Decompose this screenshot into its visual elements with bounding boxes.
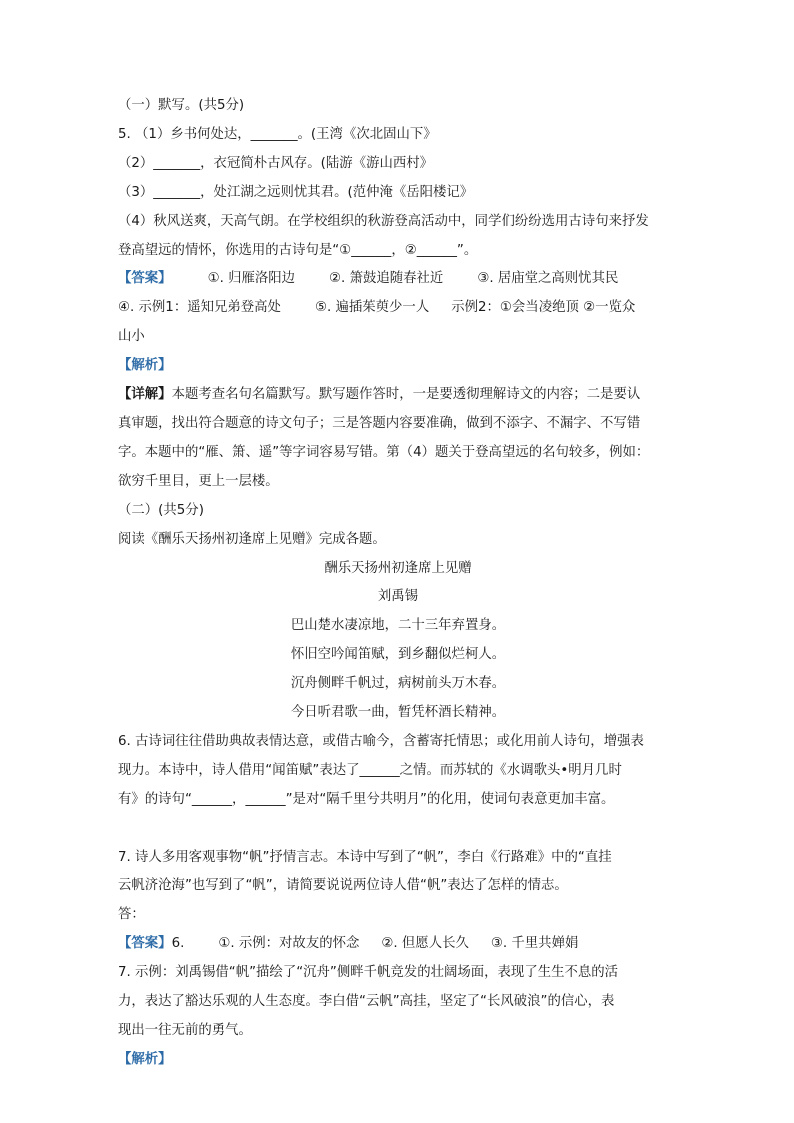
question-6-line-2: 现力。本诗中，诗人借用“闻笛赋”表达了______之情。而苏轼的《水调歌头•明月几时 bbox=[118, 762, 622, 778]
question-7-line-1: 7. 诗人多用客观事物“帆”抒情言志。本诗中写到了“帆”，李白《行路难》中的“直挂 bbox=[118, 849, 612, 865]
analysis-label: 【解析】 bbox=[118, 358, 172, 374]
poem-title: 酬乐天扬州初逢席上见赠 bbox=[324, 560, 472, 576]
answer-6-line bbox=[118, 930, 678, 959]
question-6-line-1: 6. 古诗词往往借助典故表情达意，或借古喻今，含蓄寄托情思；或化用前人诗句，增强表 bbox=[118, 733, 644, 749]
answer-5-line-3: 山小 bbox=[118, 329, 145, 345]
detail-line-3: 字。本题中的“雁、箫、遥”等字词容易写错。第（4）题关于登高望远的名句较多，例如： bbox=[118, 444, 650, 460]
answer-label: 【答案】 bbox=[118, 936, 172, 952]
analysis-label: 【解析】 bbox=[118, 1051, 172, 1067]
question-5-1: 5. （1）乡书何处达，_______。(王湾《次北固山下》 bbox=[118, 126, 437, 142]
answer-5-item-3: ③. 居庙堂之高则忧其民 bbox=[477, 271, 619, 287]
question-7-line-2: 云帆济沧海”也写到了“帆”，请简要说说两位诗人借“帆”表达了怎样的情志。 bbox=[118, 878, 568, 894]
poem-line: 怀旧空吟闻笛赋，到乡翻似烂柯人。 bbox=[290, 647, 506, 663]
question-5-3: （3）_______，处江湖之远则忧其君。(范仲淹《岳阳楼记》 bbox=[118, 184, 474, 200]
answer-7-line-1: 7. 示例：刘禹锡借“帆”描绘了“沉舟”侧畔千帆竞发的壮阔场面，表现了生生不息的活 bbox=[118, 965, 619, 981]
answer-5-item-4: ④. 示例1：遥知兄弟登高处 bbox=[118, 300, 281, 316]
document-page bbox=[118, 92, 678, 1075]
detail-text-1: 本题考查名句名篇默写。默写题作答时，一是要透彻理解诗文的内容；二是要认 bbox=[171, 387, 641, 403]
answer-6-item-3: ③. 千里共婵娟 bbox=[490, 936, 579, 952]
poem-line: 巴山楚水凄凉地，二十三年弃置身。 bbox=[290, 618, 506, 634]
question-5-4-line-1: （4）秋风送爽，天高气朗。在学校组织的秋游登高活动中，同学们纷纷选用古诗句来抒发 bbox=[118, 213, 649, 229]
answer-7-line-3: 现出一往无前的勇气。 bbox=[118, 1022, 252, 1038]
poem-line: 今日听君歌一曲，暂凭杯酒长精神。 bbox=[290, 705, 506, 721]
blank-spacer bbox=[118, 815, 678, 844]
question-5-2: （2）_______，衣冠简朴古风存。(陆游《游山西村》 bbox=[118, 155, 434, 171]
poem-line: 沉舟侧畔千帆过，病树前头万木春。 bbox=[290, 676, 506, 692]
detail-label: 【详解】 bbox=[118, 387, 172, 403]
detail-line-4: 欲穷千里目，更上一层楼。 bbox=[118, 473, 279, 489]
answer-5-example-2: 示例2：①会当凌绝顶 ②一览众 bbox=[451, 300, 636, 316]
detail-line-1 bbox=[118, 381, 678, 410]
question-7-answer-prompt: 答： bbox=[118, 907, 145, 923]
section-2-title: （二）(共5分) bbox=[118, 502, 204, 518]
answer-label: 【答案】 bbox=[118, 271, 172, 287]
answer-6-item-2: ②. 但愿人长久 bbox=[381, 936, 469, 952]
answer-5-line-2 bbox=[118, 294, 678, 323]
section-1-title: （一）默写。(共5分) bbox=[118, 98, 245, 113]
question-6-line-3: 有》的诗句“______，______”是对“隔千里兮共明月”的化用，使词句表意更加丰富。 bbox=[118, 791, 615, 807]
answer-7-line-2: 力，表达了豁达乐观的人生态度。李白借“云帆”高挂，坚定了“长风破浪”的信心，表 bbox=[118, 994, 615, 1010]
answer-5-item-1: ①. 归雁洛阳边 bbox=[207, 271, 296, 287]
answer-5-line-1 bbox=[118, 265, 678, 294]
answer-5-item-2: ②. 箫鼓追随春社近 bbox=[329, 271, 444, 287]
answer-6-item-1: ①. 示例：对故友的怀念 bbox=[218, 936, 360, 952]
answer-5-item-5: ⑤. 遍插茱萸少一人 bbox=[314, 300, 430, 316]
answer-6-number: 6. bbox=[171, 936, 185, 952]
question-5-4-line-2: 登高望远的情怀，你选用的古诗句是“①______，②______”。 bbox=[118, 242, 478, 258]
poem-author: 刘禹锡 bbox=[377, 589, 419, 605]
reading-intro: 阅读《酬乐天扬州初逢席上见赠》完成各题。 bbox=[118, 531, 386, 547]
detail-line-2: 真审题，找出符合题意的诗文句子；三是答题内容要准确，做到不添字、不漏字、不写错 bbox=[118, 415, 641, 431]
